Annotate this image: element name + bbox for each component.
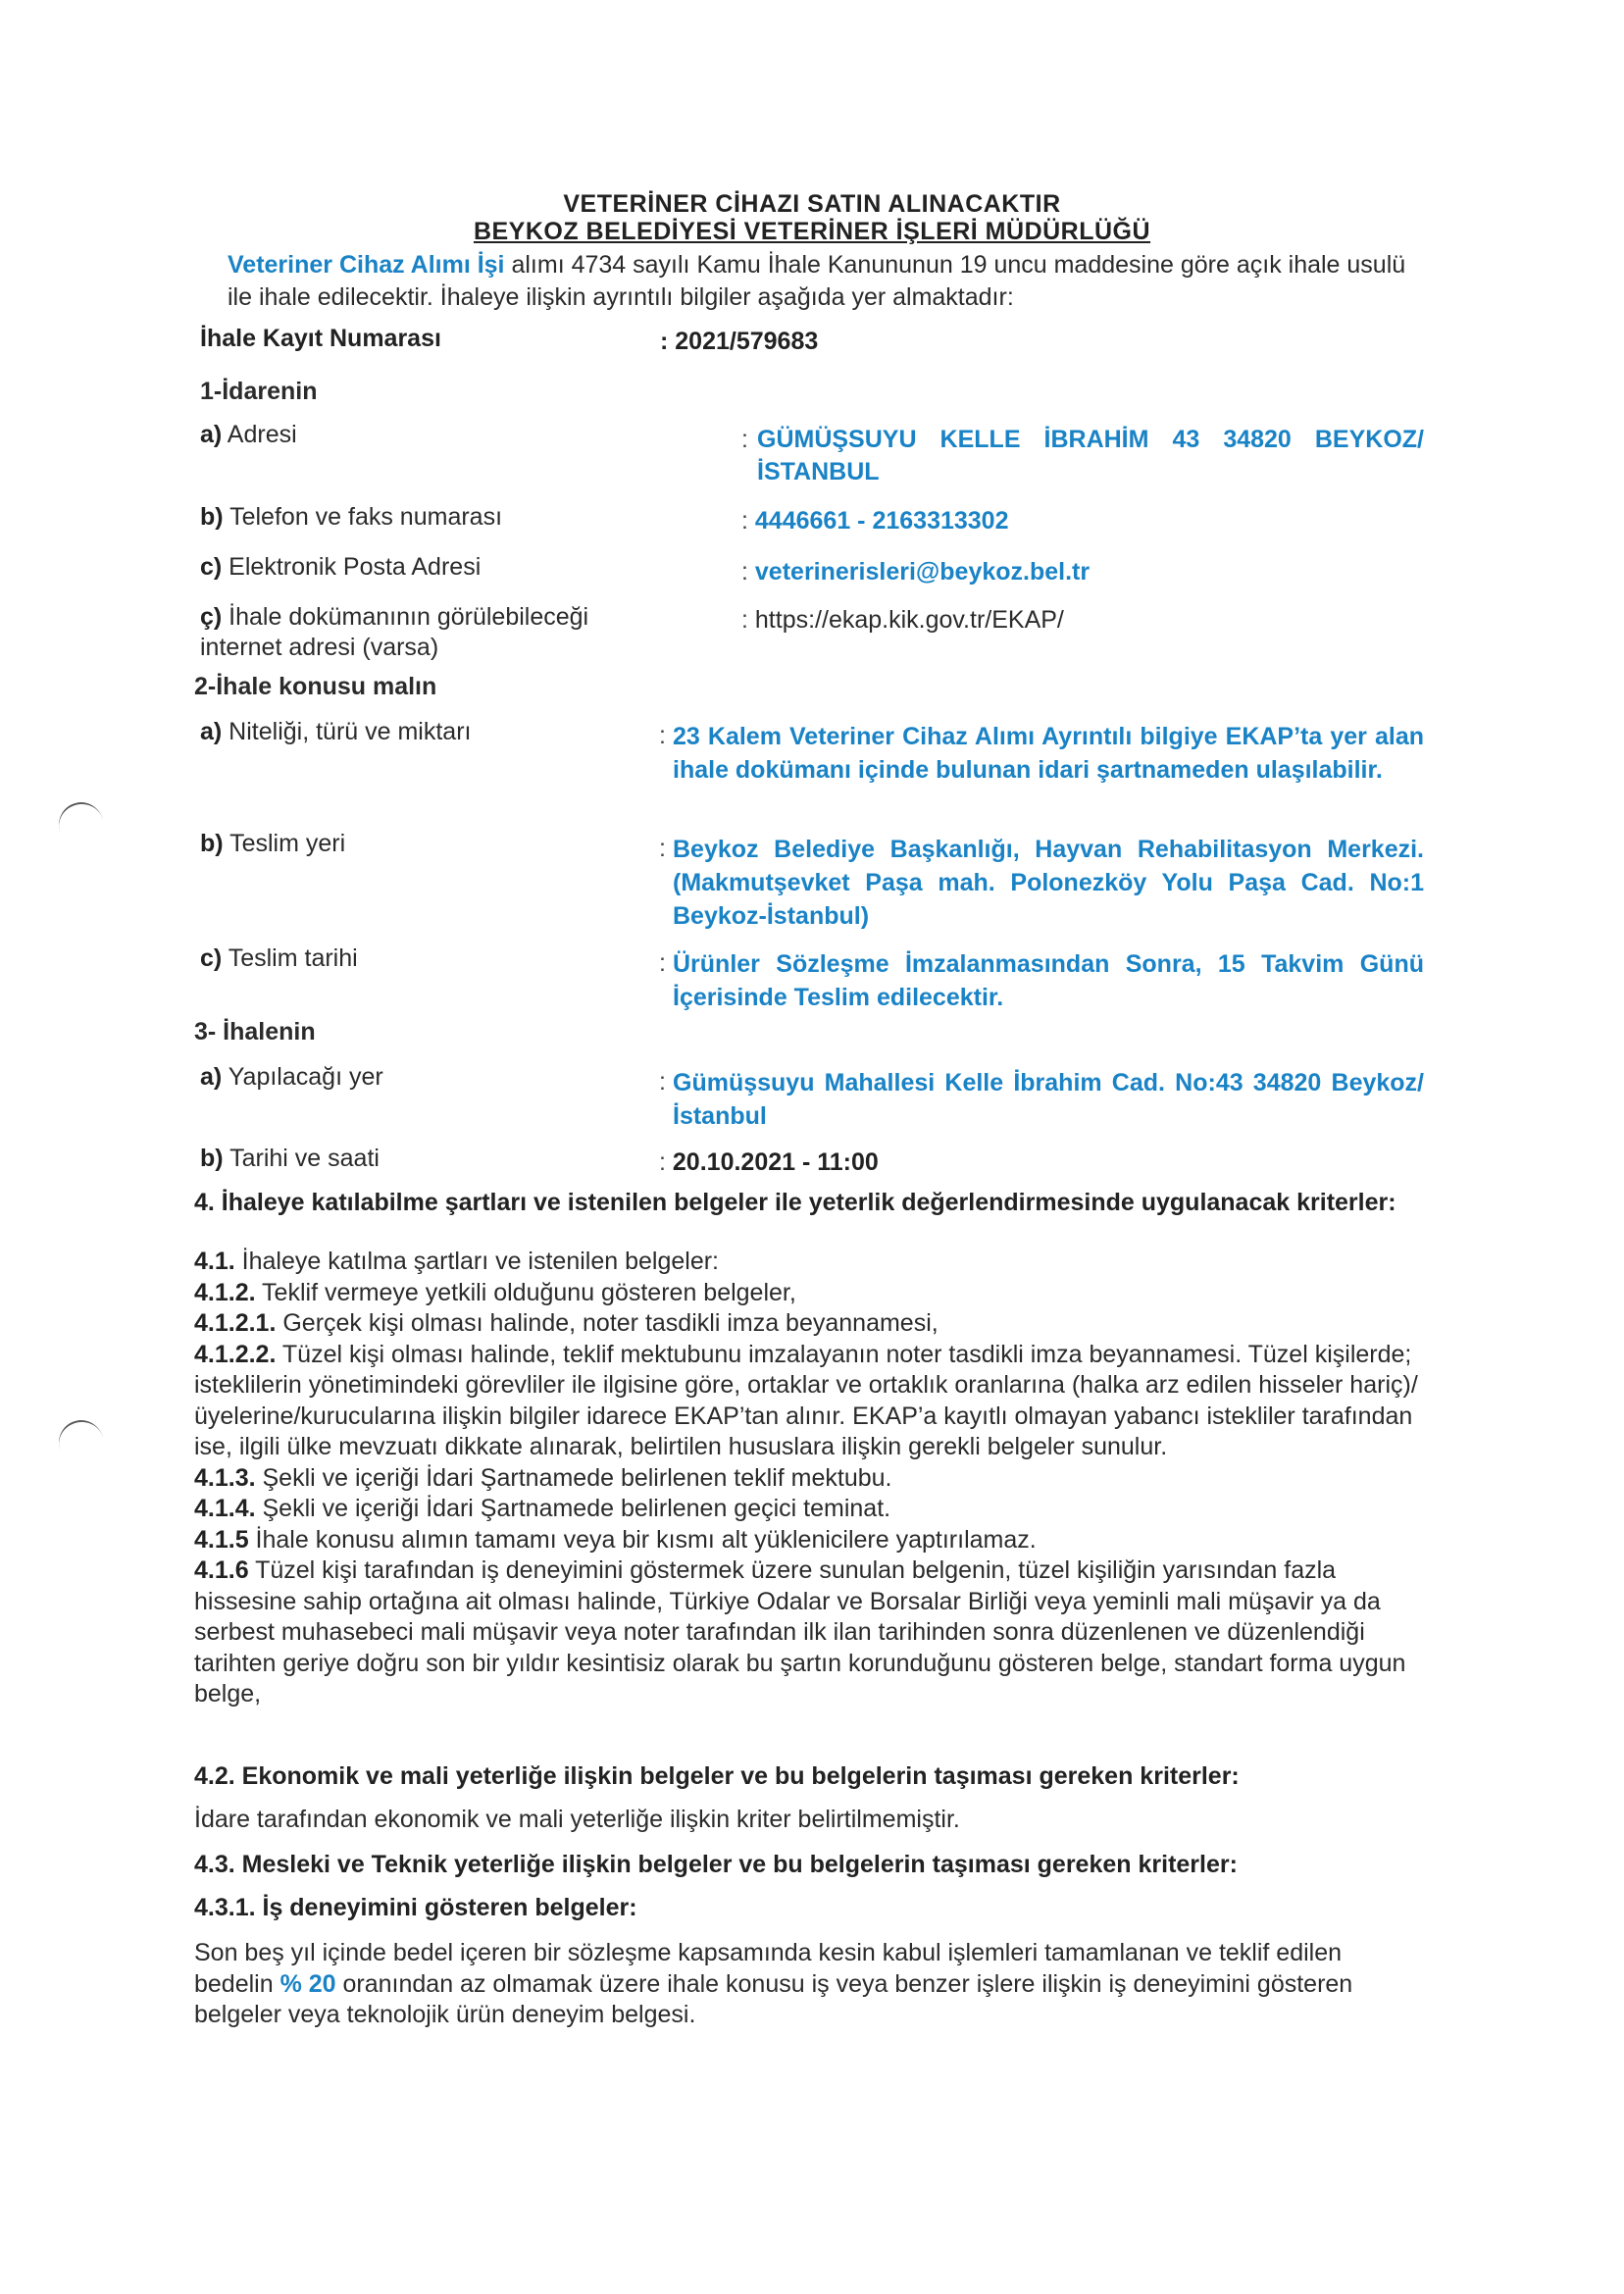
- registration-value: : 2021/579683: [660, 328, 819, 355]
- tender-place-label: a) Yapılacağı yer: [200, 1063, 383, 1091]
- section2-heading: 2-İhale konusu malın: [194, 673, 437, 700]
- list-item: 4.1.4. Şekli ve içeriği İdari Şartnamede belirlenen geçici teminat.: [194, 1495, 891, 1522]
- section3-heading: 3- İhalenin: [194, 1018, 316, 1045]
- doc-url-value[interactable]: : https://ekap.kik.gov.tr/EKAP/: [741, 606, 1064, 634]
- phone-value: : 4446661 - 2163313302: [741, 507, 1009, 535]
- experience-percent: % 20: [279, 1969, 336, 1998]
- section4-items: [194, 1247, 1426, 1710]
- registration-label: İhale Kayıt Numarası: [200, 325, 441, 352]
- list-item: 4.1.3. Şekli ve içeriği İdari Şartnamede belirlenen teklif mektubu.: [194, 1463, 892, 1492]
- tender-datetime-label: b) Tarihi ve saati: [200, 1145, 380, 1172]
- address-value: : GÜMÜŞSUYU KELLE İBRAHİM 43 34820 BEYKOZ/İSTANBUL: [741, 426, 1424, 485]
- economic-heading: 4.2. Ekonomik ve mali yeterliğe ilişkin belgeler ve bu belgelerin taşıması gereken kriterler:: [194, 1762, 1240, 1790]
- email-value[interactable]: : veterinerisleri@beykoz.bel.tr: [741, 558, 1091, 586]
- economic-text: İdare tarafından ekonomik ve mali yeterliğe ilişkin kriter belirtilmemiştir.: [194, 1806, 960, 1833]
- delivery-date-label: c) Teslim tarihi: [200, 944, 358, 972]
- list-item: 4.1. İhaleye katılma şartları ve istenilen belgeler:: [194, 1248, 720, 1275]
- technical-heading: 4.3. Mesleki ve Teknik yeterliğe ilişkin belgeler ve bu belgelerin taşıması gereken kriterler:: [194, 1851, 1238, 1878]
- experience-text: Son beş yıl içinde bedel içeren bir sözleşme kapsamında kesin kabul işlemleri tamamlanan ve teklif edilen bedelin % 20 oranından az olmamak üzere ihale konusu iş veya benzer işlere ilişkin iş deneyimini gösteren belgeler veya teknolojik ürün deneyim belgesi.: [194, 1939, 1353, 2028]
- intro-paragraph: [228, 249, 1414, 314]
- delivery-place-label: b) Teslim yeri: [200, 830, 346, 857]
- intro-text: alımı 4734 sayılı Kamu İhale Kanununun 19 uncu maddesine göre açık ihale usulü ile ihale edilecektir. İhaleye ilişkin ayrıntılı bilgiler aşağıda yer almaktadır:: [228, 251, 1406, 311]
- list-item: 4.1.2. Teklif vermeye yetkili olduğunu gösteren belgeler,: [194, 1278, 796, 1306]
- document-title: VETERİNER CİHAZI SATIN ALINACAKTIR: [563, 190, 1061, 218]
- section4-heading: 4. İhaleye katılabilme şartları ve istenilen belgeler ile yeterlik değerlendirmesinde uygulanacak kriterler:: [194, 1189, 1396, 1216]
- email-label: c) Elektronik Posta Adresi: [200, 553, 482, 581]
- intro-lead: Veteriner Cihaz Alımı İşi: [228, 251, 505, 279]
- punch-hole-mark: [54, 1415, 110, 1472]
- punch-hole-mark: [54, 797, 110, 854]
- experience-heading: 4.3.1. İş deneyimini gösteren belgeler:: [194, 1894, 637, 1921]
- section1-heading: 1-İdarenin: [200, 378, 318, 405]
- nature-label: a) Niteliği, türü ve miktarı: [200, 718, 472, 745]
- list-item: 4.1.2.2. Tüzel kişi olması halinde, teklif mektubunu imzalayanın noter tasdikli imza beyannamesi. Tüzel kişilerde; isteklilerin yönetimindeki görevliler ile ilgisine göre, ortaklar ve ortaklık oranlarına (halka arz edilen hisseler hariç)/üyelerine/kurucularına ilişkin bilgiler idarece EKAP’tan alınır. EKAP’a kayıtlı olmayan yabancı istekliler tarafından ise, ilgili ülke mevzuatı dikkate alınarak, belirtilen hususlara ilişkin gerekli belgeler sunulur.: [194, 1340, 1418, 1460]
- address-label: a) Adresi: [200, 421, 297, 448]
- tender-datetime-value: : 20.10.2021 - 11:00: [659, 1148, 879, 1176]
- list-item: 4.1.6 Tüzel kişi tarafından iş deneyimini göstermek üzere sunulan belgenin, tüzel kişiliğin yarısından fazla hissesine sahip ortağına ait olması halinde, Türkiye Odalar ve Borsalar Birliği veya yeminli mali müşavir ya da serbest muhasebeci mali müşavir veya noter tarafından ilk ilan tarihinden sonra düzenlenen ve düzenlendiği tarihten geriye doğru son bir yıldır kesintisiz olarak bu şartın korunduğunu gösteren belge, standart forma uygun belge,: [194, 1556, 1406, 1708]
- phone-label: b) Telefon ve faks numarası: [200, 503, 503, 531]
- doc-url-label: ç) İhale dokümanının görülebileceği internet adresi (varsa): [200, 603, 589, 661]
- list-item: 4.1.2.1. Gerçek kişi olması halinde, noter tasdikli imza beyannamesi,: [194, 1309, 939, 1337]
- list-item: 4.1.5 İhale konusu alımın tamamı veya bir kısmı alt yüklenicilere yaptırılamaz.: [194, 1525, 1037, 1554]
- institution-name: BEYKOZ BELEDİYESİ VETERİNER İŞLERİ MÜDÜRLÜĞÜ: [473, 218, 1151, 245]
